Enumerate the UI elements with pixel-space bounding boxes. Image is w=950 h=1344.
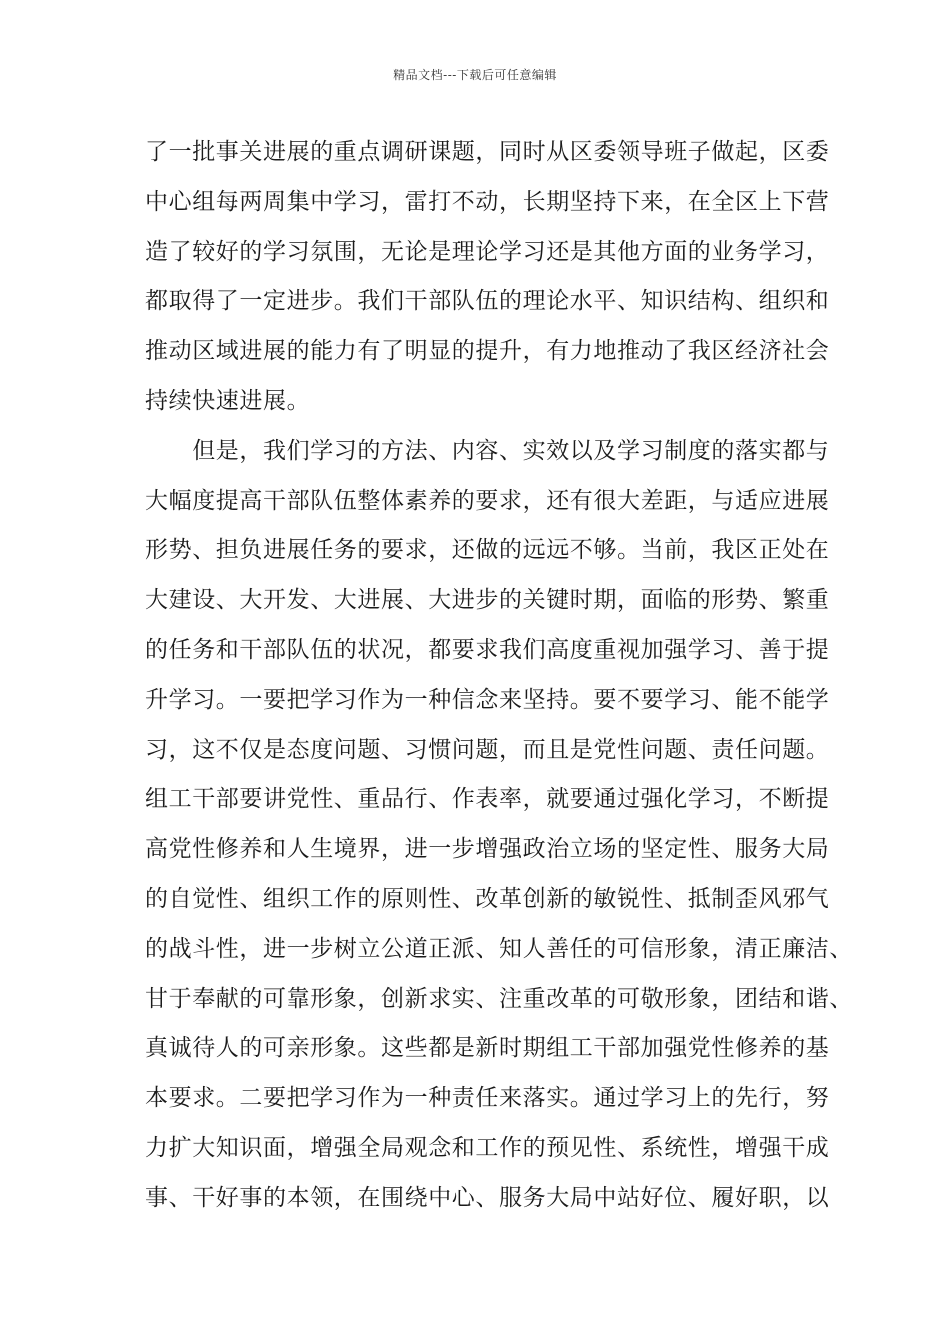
- text-line: 力扩大知识面，增强全局观念和工作的预见性、系统性，增强干成: [145, 1134, 830, 1161]
- text-line: 升学习。一要把学习作为一种信念来坚持。要不要学习、能不能学: [145, 686, 830, 713]
- text-line: 事、干好事的本领，在围绕中心、服务大局中站好位、履好职，以: [145, 1184, 830, 1211]
- text-line: 推动区域进展的能力有了明显的提升，有力地推动了我区经济社会: [145, 338, 830, 365]
- text-line: 形势、担负进展任务的要求，还做的远远不够。当前，我区正处在: [145, 537, 830, 564]
- text-line: 中心组每两周集中学习，雷打不动，长期坚持下来，在全区上下营: [145, 188, 830, 215]
- paragraph-1: [145, 128, 845, 427]
- text-line: 真诚待人的可亲形象。这些都是新时期组工干部加强党性修养的基: [145, 1035, 830, 1062]
- text-line: 甘于奉献的可靠形象，创新求实、注重改革的可敬形象，团结和谐、: [145, 985, 853, 1012]
- text-line: 高党性修养和人生境界，进一步增强政治立场的坚定性、服务大局: [145, 836, 830, 863]
- text-line: 但是，我们学习的方法、内容、实效以及学习制度的落实都与: [145, 437, 830, 464]
- page-header: 精品文档---下载后可任意编辑: [393, 68, 557, 82]
- text-line: 本要求。二要把学习作为一种责任来落实。通过学习上的先行，努: [145, 1085, 830, 1112]
- text-line: 造了较好的学习氛围，无论是理论学习还是其他方面的业务学习，: [145, 238, 830, 265]
- body-text: [145, 128, 853, 1224]
- text-line: 的任务和干部队伍的状况，都要求我们高度重视加强学习、善于提: [145, 636, 830, 663]
- text-line: 的战斗性，进一步树立公道正派、知人善任的可信形象，清正廉洁、: [145, 935, 853, 962]
- text-line: 持续快速进展。: [145, 387, 311, 414]
- text-line: 了一批事关进展的重点调研课题，同时从区委领导班子做起，区委: [145, 139, 830, 165]
- text-line: 大建设、大开发、大进展、大进步的关键时期，面临的形势、繁重: [145, 587, 830, 614]
- text-line: 都取得了一定进步。我们干部队伍的理论水平、知识结构、组织和: [145, 288, 830, 315]
- text-line: 大幅度提高干部队伍整体素养的要求，还有很大差距，与适应进展: [145, 487, 830, 514]
- paragraph-2: [145, 427, 853, 1224]
- text-line: 习，这不仅是态度问题、习惯问题，而且是党性问题、责任问题。: [145, 736, 830, 763]
- text-line: 的自觉性、组织工作的原则性、改革创新的敏锐性、抵制歪风邪气: [145, 885, 830, 912]
- text-line: 组工干部要讲党性、重品行、作表率，就要通过强化学习，不断提: [145, 786, 830, 813]
